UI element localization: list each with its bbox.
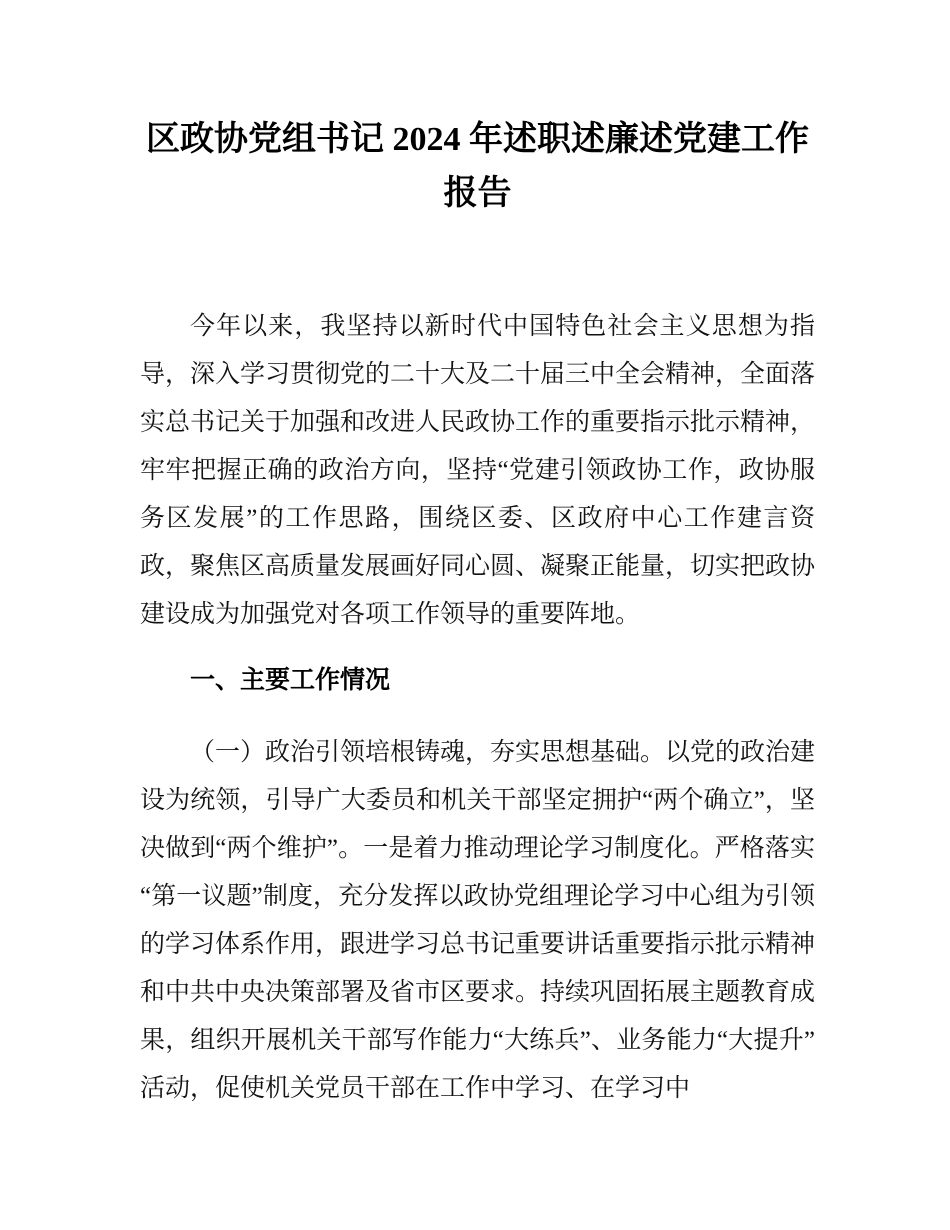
section-paragraph-political-leadership: （一）政治引领培根铸魂，夯实思想基础。以党的政治建设为统领，引导广大委员和机关干部坚定拥护“两个确立”，坚决做到“两个维护”。一是着力推动理论学习制度化。严格落实“第一议题”制度，充分发挥以政协党组理论学习中心组为引领的学习体系作用，跟进学习总书记重要讲话重要指示批示精神和中共中央决策部署及省市区要求。持续巩固拓展主题教育成果，组织开展机关干部写作能力“大练兵”、业务能力“大提升”活动，促使机关党员干部在工作中学习、在学习中 — [140, 739, 816, 1102]
intro-paragraph: 今年以来，我坚持以新时代中国特色社会主义思想为指导，深入学习贯彻党的二十大及二十届三中全会精神，全面落实总书记关于加强和改进人民政协工作的重要指示批示精神，牢牢把握正确的政治方向，坚持“党建引领政协工作，政协服务区发展”的工作思路，围绕区委、区政府中心工作建言资政，聚焦区高质量发展画好同心圆、凝聚正能量，切实把政协建设成为加强党对各项工作领导的重要阵地。 — [140, 313, 816, 628]
document-title — [140, 113, 815, 221]
section-heading-main-work: 一、主要工作情况 — [190, 666, 391, 694]
document-title-line-2: 报告 — [443, 175, 512, 212]
document-title-line-1: 区政协党组书记 2024 年述职述廉述党建工作 — [146, 121, 809, 158]
